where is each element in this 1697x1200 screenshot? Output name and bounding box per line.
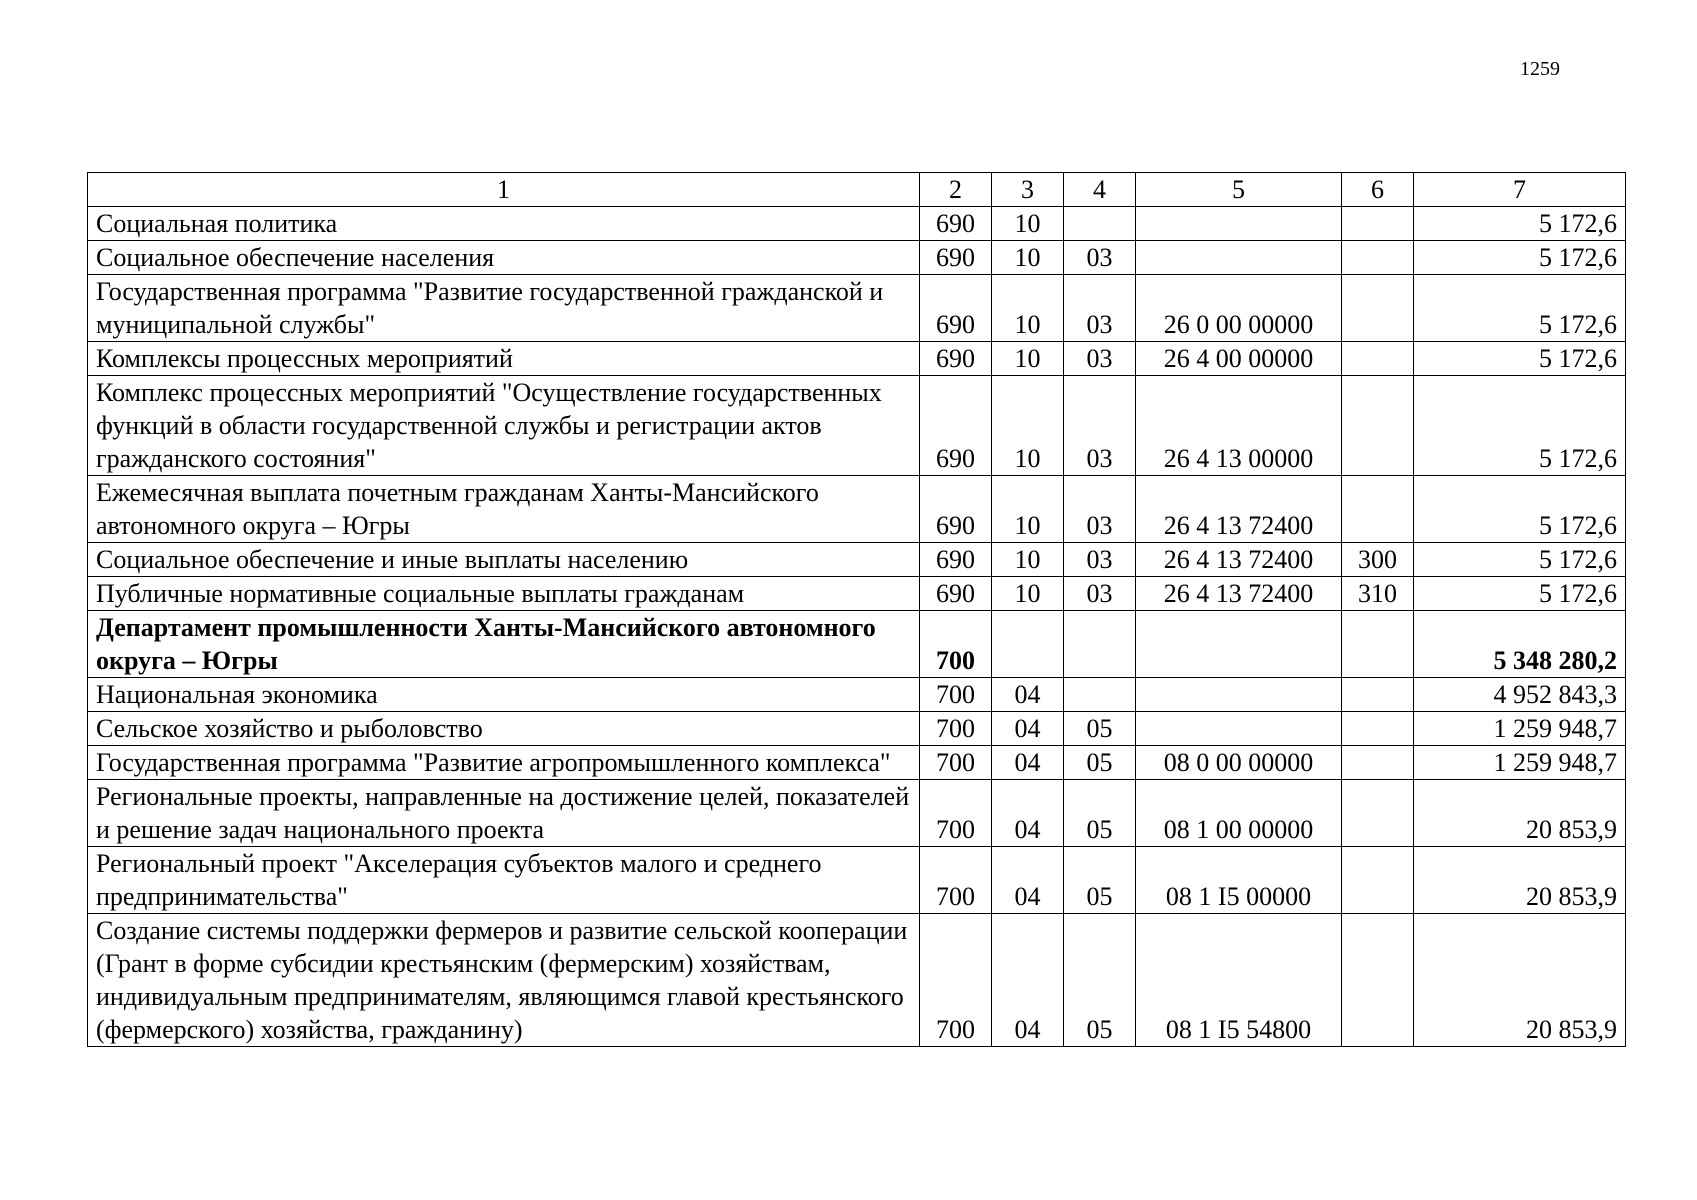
section-code-cell: 04 (992, 847, 1064, 914)
expense-type-cell: 310 (1342, 577, 1414, 611)
subsection-code-cell: 05 (1064, 780, 1136, 847)
ministry-code-cell: 700 (920, 611, 992, 678)
amount-cell: 1 259 948,7 (1414, 746, 1626, 780)
target-article-cell: 08 1 00 00000 (1136, 780, 1342, 847)
target-article-cell: 26 4 13 72400 (1136, 577, 1342, 611)
item-name-cell: Комплексы процессных мероприятий (88, 342, 920, 376)
ministry-code-cell: 690 (920, 275, 992, 342)
subsection-code-cell (1064, 207, 1136, 241)
table-row (88, 207, 1626, 241)
subsection-code-cell: 03 (1064, 543, 1136, 577)
ministry-code-cell: 690 (920, 376, 992, 476)
item-name-cell: Региональный проект "Акселерация субъектов малого и среднего предпринимательства" (88, 847, 920, 914)
section-code-cell (992, 611, 1064, 678)
subsection-code-cell: 03 (1064, 376, 1136, 476)
amount-cell: 5 172,6 (1414, 241, 1626, 275)
target-article-cell: 26 4 00 00000 (1136, 342, 1342, 376)
amount-cell: 5 172,6 (1414, 207, 1626, 241)
section-code-cell: 10 (992, 241, 1064, 275)
amount-cell: 5 172,6 (1414, 275, 1626, 342)
ministry-code-cell: 690 (920, 543, 992, 577)
expense-type-cell (1342, 780, 1414, 847)
table-row (88, 847, 1626, 914)
section-code-cell: 04 (992, 914, 1064, 1047)
target-article-cell (1136, 678, 1342, 712)
item-name-cell: Комплекс процессных мероприятий "Осуществление государственных функций в области государственной службы и регистрации актов гражданского состояния" (88, 376, 920, 476)
expense-type-cell (1342, 376, 1414, 476)
expense-type-cell (1342, 611, 1414, 678)
amount-cell: 20 853,9 (1414, 847, 1626, 914)
expense-type-cell (1342, 476, 1414, 543)
item-name-cell: Социальная политика (88, 207, 920, 241)
item-name-cell: Департамент промышленности Ханты-Мансийского автономного округа – Югры (88, 611, 920, 678)
amount-cell: 20 853,9 (1414, 914, 1626, 1047)
ministry-code-cell: 690 (920, 577, 992, 611)
item-name-cell: Социальное обеспечение и иные выплаты населению (88, 543, 920, 577)
table-row (88, 543, 1626, 577)
ministry-code-cell: 690 (920, 241, 992, 275)
ministry-code-cell: 700 (920, 746, 992, 780)
amount-cell: 1 259 948,7 (1414, 712, 1626, 746)
header-row (88, 173, 1626, 207)
item-name-cell: Государственная программа "Развитие государственной гражданской и муниципальной службы" (88, 275, 920, 342)
section-code-cell: 10 (992, 577, 1064, 611)
target-article-cell: 08 0 00 00000 (1136, 746, 1342, 780)
target-article-cell: 08 1 I5 54800 (1136, 914, 1342, 1047)
header-cell: 7 (1414, 173, 1626, 207)
subsection-code-cell: 03 (1064, 275, 1136, 342)
budget-table (87, 172, 1626, 1047)
ministry-code-cell: 700 (920, 678, 992, 712)
ministry-code-cell: 690 (920, 207, 992, 241)
table-row (88, 342, 1626, 376)
table-row (88, 275, 1626, 342)
item-name-cell: Региональные проекты, направленные на достижение целей, показателей и решение задач национального проекта (88, 780, 920, 847)
header-cell: 2 (920, 173, 992, 207)
item-name-cell: Государственная программа "Развитие агропромышленного комплекса" (88, 746, 920, 780)
table-row (88, 678, 1626, 712)
expense-type-cell (1342, 678, 1414, 712)
target-article-cell: 08 1 I5 00000 (1136, 847, 1342, 914)
subsection-code-cell (1064, 678, 1136, 712)
target-article-cell: 26 4 13 72400 (1136, 476, 1342, 543)
ministry-code-cell: 690 (920, 342, 992, 376)
target-article-cell: 26 4 13 00000 (1136, 376, 1342, 476)
ministry-code-cell: 700 (920, 847, 992, 914)
table-row (88, 712, 1626, 746)
expense-type-cell: 300 (1342, 543, 1414, 577)
ministry-code-cell: 700 (920, 780, 992, 847)
target-article-cell (1136, 611, 1342, 678)
amount-cell: 5 172,6 (1414, 342, 1626, 376)
subsection-code-cell: 03 (1064, 241, 1136, 275)
expense-type-cell (1342, 914, 1414, 1047)
table-row (88, 780, 1626, 847)
header-cell: 5 (1136, 173, 1342, 207)
header-cell: 6 (1342, 173, 1414, 207)
ministry-code-cell: 690 (920, 476, 992, 543)
expense-type-cell (1342, 207, 1414, 241)
subsection-code-cell: 03 (1064, 577, 1136, 611)
item-name-cell: Социальное обеспечение населения (88, 241, 920, 275)
section-code-cell: 10 (992, 275, 1064, 342)
amount-cell: 5 172,6 (1414, 543, 1626, 577)
table-row (88, 376, 1626, 476)
subsection-code-cell: 05 (1064, 712, 1136, 746)
section-code-cell: 04 (992, 678, 1064, 712)
expense-type-cell (1342, 712, 1414, 746)
expense-type-cell (1342, 746, 1414, 780)
table-row (88, 577, 1626, 611)
expense-type-cell (1342, 342, 1414, 376)
section-code-cell: 10 (992, 342, 1064, 376)
page-number: 1259 (1520, 58, 1560, 80)
section-code-cell: 10 (992, 476, 1064, 543)
item-name-cell: Ежемесячная выплата почетным гражданам Ханты-Мансийского автономного округа – Югры (88, 476, 920, 543)
item-name-cell: Национальная экономика (88, 678, 920, 712)
section-code-cell: 10 (992, 376, 1064, 476)
target-article-cell (1136, 241, 1342, 275)
amount-cell: 5 172,6 (1414, 577, 1626, 611)
table-row (88, 746, 1626, 780)
item-name-cell: Сельское хозяйство и рыболовство (88, 712, 920, 746)
table-row (88, 476, 1626, 543)
target-article-cell: 26 4 13 72400 (1136, 543, 1342, 577)
amount-cell: 5 348 280,2 (1414, 611, 1626, 678)
ministry-code-cell: 700 (920, 712, 992, 746)
expense-type-cell (1342, 275, 1414, 342)
table-row (88, 914, 1626, 1047)
section-code-cell: 10 (992, 207, 1064, 241)
section-code-cell: 04 (992, 780, 1064, 847)
amount-cell: 20 853,9 (1414, 780, 1626, 847)
ministry-code-cell: 700 (920, 914, 992, 1047)
subsection-code-cell: 05 (1064, 847, 1136, 914)
target-article-cell: 26 0 00 00000 (1136, 275, 1342, 342)
table-row (88, 241, 1626, 275)
amount-cell: 4 952 843,3 (1414, 678, 1626, 712)
amount-cell: 5 172,6 (1414, 476, 1626, 543)
subsection-code-cell: 05 (1064, 914, 1136, 1047)
subsection-code-cell (1064, 611, 1136, 678)
item-name-cell: Публичные нормативные социальные выплаты гражданам (88, 577, 920, 611)
expense-type-cell (1342, 241, 1414, 275)
amount-cell: 5 172,6 (1414, 376, 1626, 476)
item-name-cell: Создание системы поддержки фермеров и развитие сельской кооперации (Грант в форме субсидии крестьянским (фермерским) хозяйствам, индивидуальным предпринимателям, являющимся главой крестьянского (фермерского) хозяйства, гражданину) (88, 914, 920, 1047)
section-code-cell: 10 (992, 543, 1064, 577)
section-code-cell: 04 (992, 712, 1064, 746)
section-code-cell: 04 (992, 746, 1064, 780)
expense-type-cell (1342, 847, 1414, 914)
target-article-cell (1136, 712, 1342, 746)
subsection-code-cell: 05 (1064, 746, 1136, 780)
table-row (88, 611, 1626, 678)
header-cell: 4 (1064, 173, 1136, 207)
target-article-cell (1136, 207, 1342, 241)
header-cell: 3 (992, 173, 1064, 207)
subsection-code-cell: 03 (1064, 476, 1136, 543)
subsection-code-cell: 03 (1064, 342, 1136, 376)
header-cell: 1 (88, 173, 920, 207)
